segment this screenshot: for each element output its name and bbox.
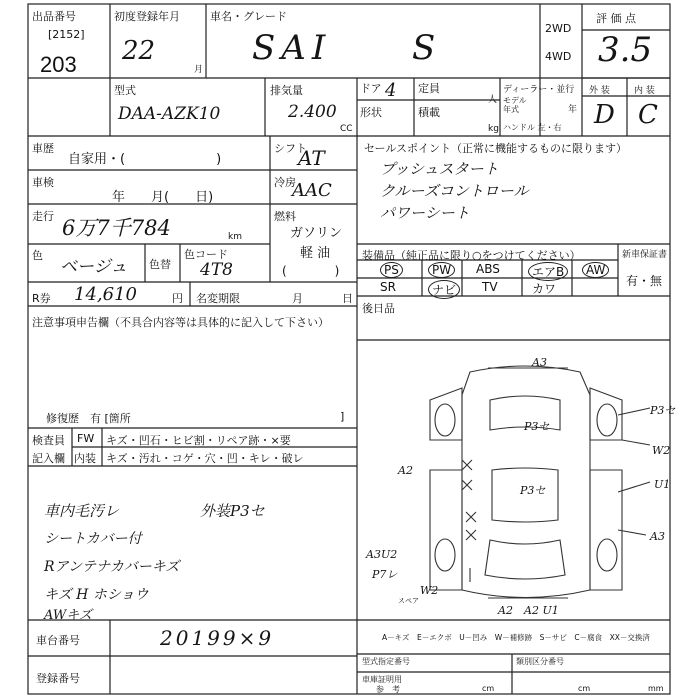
mark-p3-roof: P3セ <box>524 420 550 433</box>
repair-label: 修復歴 有 [箇所 <box>46 412 131 425</box>
dealer-label: ディーラー・並行 <box>503 85 575 95</box>
person-unit: 人 <box>488 95 498 105</box>
equip-tv: TV <box>482 280 498 294</box>
model-label: 型式 <box>114 84 136 97</box>
model-year-label: モデル 年式 <box>503 96 527 114</box>
load-label: 積載 <box>418 106 440 119</box>
cc-unit: CC <box>340 124 353 134</box>
sales-point-3: パワーシート <box>380 204 470 222</box>
damage-legend: A－キズ E－エクボ U－凹み W－補修跡 S－サビ C－腐食 XX－交換済 <box>382 633 650 642</box>
warranty-value: 有・無 <box>626 274 663 288</box>
equipment-label: 装備品（純正品に限り○をつけてください） <box>362 249 581 262</box>
mark-a2-bottom: A2 <box>498 604 513 617</box>
month-unit: 月 <box>194 65 204 75</box>
recycle-label: R券 <box>32 292 51 305</box>
equip-navi: ナビ <box>428 280 460 299</box>
mark-p7: P7レ <box>372 568 398 581</box>
yen-unit: 円 <box>172 292 183 305</box>
recycle-amount: 14,610 <box>74 284 137 305</box>
drive-2wd: 2WD <box>545 22 572 35</box>
fuel-label: 燃料 <box>274 210 296 223</box>
equip-sr: SR <box>380 280 396 294</box>
color-label: 色 <box>32 249 43 262</box>
after-label: 後日品 <box>362 302 395 315</box>
inspection-value: 年 月( 日) <box>112 190 214 205</box>
rating-value: 3.5 <box>598 30 653 70</box>
first-reg-year: 22 <box>122 36 156 66</box>
note-4: Rアンテナカバーキズ <box>44 559 180 575</box>
shift-value: AT <box>298 146 325 170</box>
km-unit: km <box>228 232 242 242</box>
mark-a3-top: A3 <box>532 356 547 369</box>
grade: S <box>412 28 436 68</box>
equip-pw: PW <box>428 262 455 278</box>
lot-number: 203 <box>40 52 77 77</box>
ext-grade: D <box>594 100 615 130</box>
caution-label: 注意事項申告欄（不具合内容等は具体的に記入して下さい） <box>32 316 329 329</box>
mileage-label: 走行 <box>32 210 54 223</box>
int-grade: C <box>638 100 658 130</box>
kg-unit: kg <box>488 124 499 134</box>
first-reg-label: 初度登録年月 <box>114 10 180 23</box>
history-label: 車歴 <box>32 142 54 155</box>
ref-label: 参 考 <box>376 685 400 694</box>
year-unit: 年 <box>568 105 578 115</box>
ac-label: 冷房 <box>274 176 296 189</box>
equip-aw: AW <box>582 262 609 278</box>
mark-p3-center: P3セ <box>520 484 546 497</box>
repair-close: ] <box>340 410 345 423</box>
equip-leather: カワ <box>532 282 557 296</box>
displacement-label: 排気量 <box>270 84 303 97</box>
equip-abs: ABS <box>476 262 500 276</box>
type-label: 型式指定番号 <box>362 657 410 666</box>
equip-ps: PS <box>380 262 403 278</box>
sales-label: セールスポイント（正常に機能するものに限ります） <box>364 142 628 155</box>
cert-label: 車庫証明用 <box>362 675 402 684</box>
displacement-value: 2.400 <box>288 102 337 122</box>
mark-u1-right: U1 <box>654 478 671 491</box>
note-1: 車内毛汚レ <box>44 502 120 520</box>
mark-w2-right: W2 <box>652 444 671 457</box>
fw-label: FW <box>77 432 95 445</box>
model-value: DAA-AZK10 <box>118 104 221 124</box>
sales-point-2: クルーズコントロール <box>380 182 529 200</box>
car-name: SAI <box>252 28 332 68</box>
color-code-value: 4T8 <box>200 260 233 280</box>
mm-unit: mm <box>648 684 664 693</box>
int-label: 内 装 <box>634 86 655 96</box>
mark-a2-left: A2 <box>398 464 413 477</box>
entry-label: 記入欄 <box>32 452 65 465</box>
chassis-number: 20199×9 <box>160 626 275 650</box>
chassis-label: 車台番号 <box>36 634 80 647</box>
shift-label: シフト <box>274 142 307 155</box>
cm-unit-1: cm <box>482 684 495 693</box>
class-label: 類別区分番号 <box>516 657 564 666</box>
mark-p3-right: P3セ <box>650 404 676 417</box>
interior-items: キズ・汚れ・コゲ・穴・凹・キレ・破レ <box>106 452 304 465</box>
spare-label: スペア <box>398 597 419 605</box>
mark-w2-left: W2 <box>420 584 439 597</box>
note-3: シートカバー付 <box>44 531 142 547</box>
sales-point-1: プッシュスタート <box>380 160 499 178</box>
note-5: キズ H ホショウ <box>44 587 149 603</box>
inspector-label: 検査員 <box>32 434 65 447</box>
reg-label: 登録番号 <box>36 672 80 685</box>
door-value: 4 <box>385 80 397 101</box>
interior-label: 内装 <box>74 452 96 465</box>
capacity-label: 定員 <box>418 82 440 95</box>
color-code-label: 色コード <box>184 248 228 261</box>
shape-label: 形状 <box>360 106 382 119</box>
lot-code: [2152] <box>48 28 85 41</box>
warranty-label: 新車保証書 <box>622 250 668 260</box>
name-change-label: 名変期限 <box>196 292 240 305</box>
cm-unit-2: cm <box>578 684 591 693</box>
recycle-month-unit: 月 <box>292 292 303 305</box>
mark-a3-right: A3 <box>650 530 665 543</box>
door-label: ドア <box>360 82 382 95</box>
note-6: AWキズ <box>44 608 92 623</box>
lot-label: 出品番号 <box>32 10 76 23</box>
mileage-value: 6万7千784 <box>62 216 171 240</box>
equip-airbag: エアB <box>528 262 568 281</box>
history-value: 自家用・( ) <box>68 152 222 167</box>
fuel-paren: ( ) <box>282 264 340 278</box>
ext-label: 外 装 <box>589 86 610 96</box>
handle-label: ハンドル 左・右 <box>503 123 562 132</box>
mark-a3u2: A3U2 <box>366 548 398 561</box>
drive-4wd: 4WD <box>545 50 572 63</box>
car-name-label: 車名・グレード <box>210 10 287 23</box>
note-2: 外装P3セ <box>200 502 265 520</box>
color-value: ベージュ <box>60 257 128 277</box>
fuel-gas: ガソリン <box>290 226 343 241</box>
fw-items: キズ・凹石・ヒビ割・リペア跡・×要 <box>106 434 291 447</box>
inspection-label: 車検 <box>32 176 54 189</box>
rating-label: 評 価 点 <box>596 12 636 25</box>
recycle-day-unit: 日 <box>342 292 353 305</box>
color-change-label: 色替 <box>149 258 171 271</box>
ac-value: AAC <box>292 180 332 201</box>
mark-a2u1-bottom: A2 U1 <box>524 604 559 617</box>
fuel-diesel: 軽 油 <box>300 246 331 261</box>
